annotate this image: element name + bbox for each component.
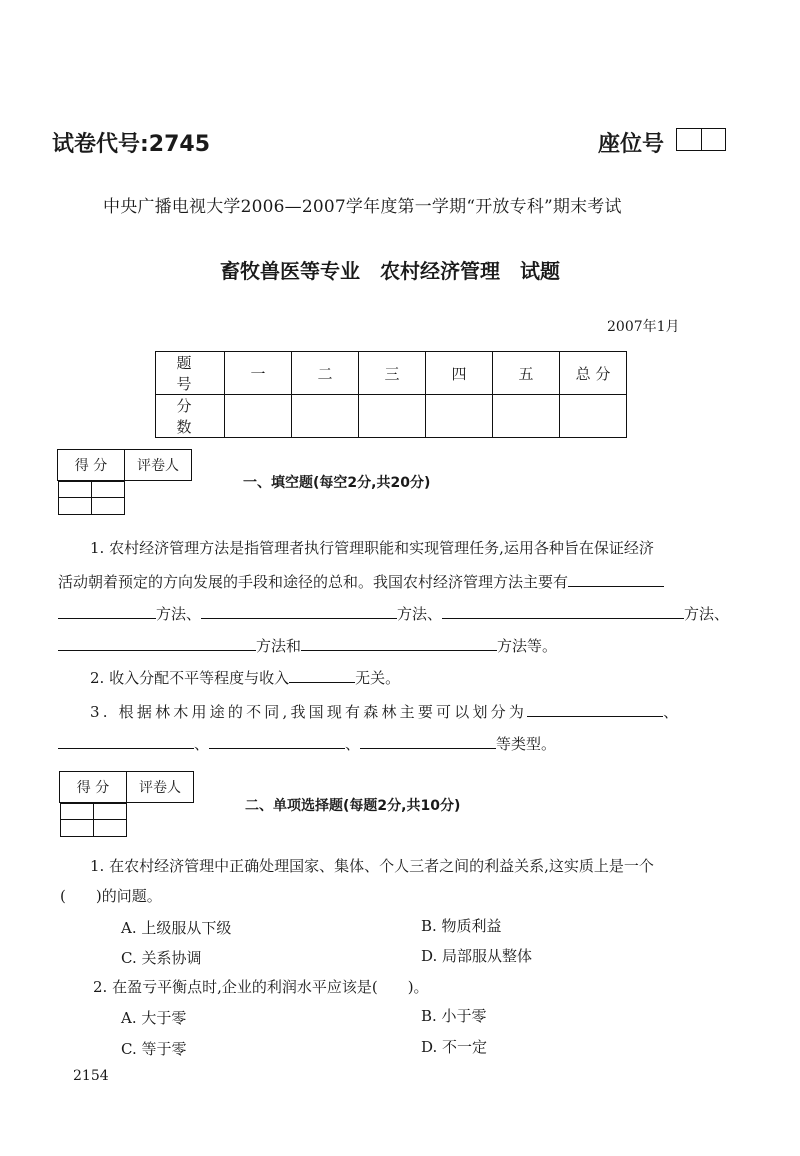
score-table xyxy=(155,351,627,438)
seat-number-box[interactable] xyxy=(676,128,726,151)
section1-title: 一、填空题(每空2分,共20分) xyxy=(243,475,431,491)
answer-blank[interactable] xyxy=(58,732,194,749)
score-col-1: 一 xyxy=(225,352,292,395)
s1-q3-end: 等类型。 xyxy=(496,735,557,753)
method-and-label: 方法和 xyxy=(256,637,302,655)
s2-q1-option-c[interactable]: C. 关系协调 xyxy=(121,949,202,967)
answer-blank[interactable] xyxy=(527,700,663,717)
answer-blank[interactable] xyxy=(442,602,684,619)
answer-blank[interactable] xyxy=(360,732,496,749)
s2-q1-option-a[interactable]: A. 上级服从下级 xyxy=(121,919,232,937)
score-entry[interactable] xyxy=(60,804,93,837)
score-col-3: 三 xyxy=(359,352,426,395)
s1-q1-line3 xyxy=(58,602,729,624)
score-header: 得 分 xyxy=(60,772,127,803)
s1-q1-text: 活动朝着预定的方向发展的手段和途径的总和。我国农村经济管理方法主要有 xyxy=(58,573,569,591)
s2-q1-line1: 1. 在农村经济管理中正确处理国家、集体、个人三者之间的利益关系,这实质上是一个 xyxy=(90,857,654,875)
s1-q3-line1 xyxy=(90,700,681,722)
score-entry[interactable] xyxy=(58,482,91,515)
score-col-4: 四 xyxy=(426,352,493,395)
grader-header: 评卷人 xyxy=(125,450,192,481)
grader-entry[interactable] xyxy=(93,804,126,837)
grader-header: 评卷人 xyxy=(127,772,194,803)
score-cell[interactable] xyxy=(292,395,359,438)
score-cell[interactable] xyxy=(493,395,560,438)
s2-q1-option-d[interactable]: D. 局部服从整体 xyxy=(421,947,533,965)
score-header: 得 分 xyxy=(58,450,125,481)
s1-q2-text: 2. 收入分配不平等程度与收入 xyxy=(90,669,290,687)
question-number-label: 题 号 xyxy=(156,352,225,395)
s1-q3-text: 3. 根据林木用途的不同,我国现有森林主要可以划分为 xyxy=(90,703,528,721)
score-table-header-row xyxy=(156,352,627,395)
course-title: 畜牧兽医等专业 农村经济管理 试题 xyxy=(220,259,560,283)
exam-code: 试卷代号:2745 xyxy=(52,132,211,157)
answer-blank[interactable] xyxy=(201,602,397,619)
s1-q2 xyxy=(90,666,400,688)
s2-q2-line: 2. 在盈亏平衡点时,企业的利润水平应该是( )。 xyxy=(93,978,429,996)
page-number: 2154 xyxy=(73,1068,109,1084)
answer-blank[interactable] xyxy=(301,634,497,651)
s1-q1-line4 xyxy=(58,634,557,656)
comma: 、 xyxy=(663,703,682,721)
s1-q1-line2 xyxy=(58,570,664,592)
answer-blank[interactable] xyxy=(58,634,256,651)
seat-label: 座位号 xyxy=(598,132,665,157)
comma: 、 xyxy=(194,735,210,753)
score-label: 分 数 xyxy=(156,395,225,438)
answer-blank[interactable] xyxy=(289,666,355,683)
method-label: 方法、 xyxy=(156,605,202,623)
comma: 、 xyxy=(345,735,361,753)
s2-q1-option-b[interactable]: B. 物质利益 xyxy=(421,917,502,935)
s2-q2-option-a[interactable]: A. 大于零 xyxy=(121,1009,187,1027)
s2-q2-option-c[interactable]: C. 等于零 xyxy=(121,1040,187,1058)
s2-q2-option-b[interactable]: B. 小于零 xyxy=(421,1007,487,1025)
method-label: 方法、 xyxy=(684,605,730,623)
score-cell[interactable] xyxy=(225,395,292,438)
s2-q1-line2: ( )的问题。 xyxy=(60,887,162,905)
grader-box-section1 xyxy=(57,449,192,502)
score-table-values-row xyxy=(156,395,627,438)
score-cell[interactable] xyxy=(426,395,493,438)
score-cell[interactable] xyxy=(560,395,627,438)
section2-title: 二、单项选择题(每题2分,共10分) xyxy=(245,798,461,814)
method-end-label: 方法等。 xyxy=(497,637,558,655)
s1-q2-end: 无关。 xyxy=(355,669,401,687)
score-col-total: 总 分 xyxy=(560,352,627,395)
score-col-5: 五 xyxy=(493,352,560,395)
method-label: 方法、 xyxy=(397,605,443,623)
grader-box-section2 xyxy=(59,771,194,824)
s1-q1-line1: 1. 农村经济管理方法是指管理者执行管理职能和实现管理任务,运用各种旨在保证经济 xyxy=(90,539,654,557)
score-cell[interactable] xyxy=(359,395,426,438)
s2-q2-option-d[interactable]: D. 不一定 xyxy=(421,1038,488,1056)
answer-blank[interactable] xyxy=(568,570,664,587)
score-col-2: 二 xyxy=(292,352,359,395)
university-line: 中央广播电视大学2006—2007学年度第一学期“开放专科”期末考试 xyxy=(103,197,622,217)
s1-q3-line2 xyxy=(58,732,556,754)
grader-entry[interactable] xyxy=(91,482,124,515)
exam-date: 2007年1月 xyxy=(607,319,680,335)
answer-blank[interactable] xyxy=(58,602,156,619)
answer-blank[interactable] xyxy=(209,732,345,749)
